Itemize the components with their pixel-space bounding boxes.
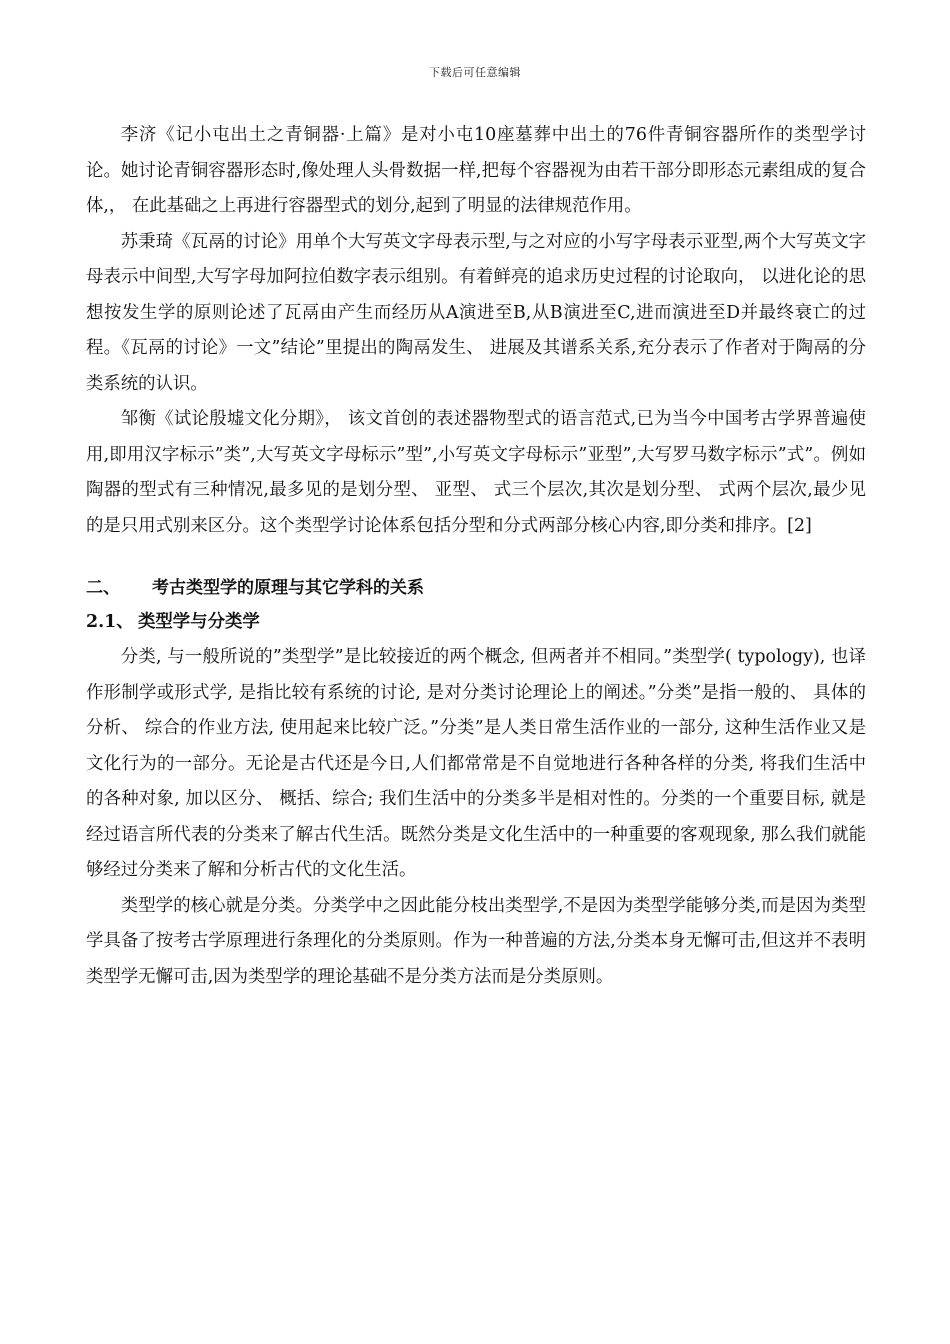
section-number: 二、 bbox=[86, 578, 120, 598]
paragraph-classification: 分类, 与一般所说的”类型学”是比较接近的两个概念, 但两者并不相同。”类型学( typology), 也译作形制学或形式学, 是指比较有系统的讨论, 是对分类讨论理论上的阐述。”分类”是指一般的、 具体的分析、 综合的作业方法, 使用起来比较广泛。”分类”是人类日常生活作业的一部分, 这种生活作业又是文化行为的一部分。无论是古代还是今日,人们都常常是不自觉地进行各种各样的分类, 将我们生活中的各种对象, 加以区分、 概括、综合; 我们生活中的分类多半是相对性的。分类的一个重要目标, 就是经过语言所代表的分类来了解古代生活。既然分类是文化生活中的一种重要的客观现象, 那么我们就能够经过分类来了解和分析古代的文化生活。 bbox=[86, 647, 866, 880]
paragraph-li-ji: 李济《记小屯出土之青铜器·上篇》是对小屯10座墓葬中出土的76件青铜容器所作的类型学讨论。她讨论青铜容器形态时,像处理人头骨数据一样,把每个容器视为由若干部分即形态元素组成的复合体,， 在此基础之上再进行容器型式的划分,起到了明显的法律规范作用。 bbox=[86, 125, 866, 216]
header-note: 下载后可任意编辑 bbox=[429, 66, 521, 79]
section-title: 考古类型学的原理与其它学科的关系 bbox=[152, 578, 424, 598]
document-body bbox=[86, 118, 866, 995]
paragraph-su-bingqi: 苏秉琦《瓦鬲的讨论》用单个大写英文字母表示型,与之对应的小写字母表示亚型,两个大写英文字母表示中间型,大写字母加阿拉伯数字表示组别。有着鲜亮的追求历史过程的讨论取向， 以进化论的思想按发生学的原则论述了瓦鬲由产生而经历从A演进至B,从B演进至C,进而演进至D并最终衰亡的过程。《瓦鬲的讨论》一文”结论”里提出的陶鬲发生、 进展及其谱系关系,充分表示了作者对于陶鬲的分类系统的认识。 bbox=[86, 231, 866, 394]
subsection-title: 类型学与分类学 bbox=[138, 612, 260, 632]
subsection-heading bbox=[86, 605, 866, 640]
subsection-number: 2.1、 bbox=[86, 612, 134, 632]
section-spacer bbox=[86, 544, 866, 571]
paragraph-typology-core: 类型学的核心就是分类。分类学中之因此能分枝出类型学,不是因为类型学能够分类,而是因为类型学具备了按考古学原理进行条理化的分类原则。作为一种普遍的方法,分类本身无懈可击,但这并不表明类型学无懈可击,因为类型学的理论基础不是分类方法而是分类原则。 bbox=[86, 895, 866, 987]
section-heading bbox=[86, 571, 866, 605]
paragraph-zou-heng: 邹衡《试论殷墟文化分期》， 该文首创的表述器物型式的语言范式,已为当今中国考古学界普遍使用,即用汉字标示”类”,大写英文字母标示”型”,小写英文字母标示”亚型”,大写罗马数字标示”式”。例如陶器的型式有三种情况,最多见的是划分型、 亚型、 式三个层次,其次是划分型、 式两个层次,最少见的是只用式别来区分。这个类型学讨论体系包括分型和分式两部分核心内容,即分类和排序。[2] bbox=[86, 409, 866, 536]
